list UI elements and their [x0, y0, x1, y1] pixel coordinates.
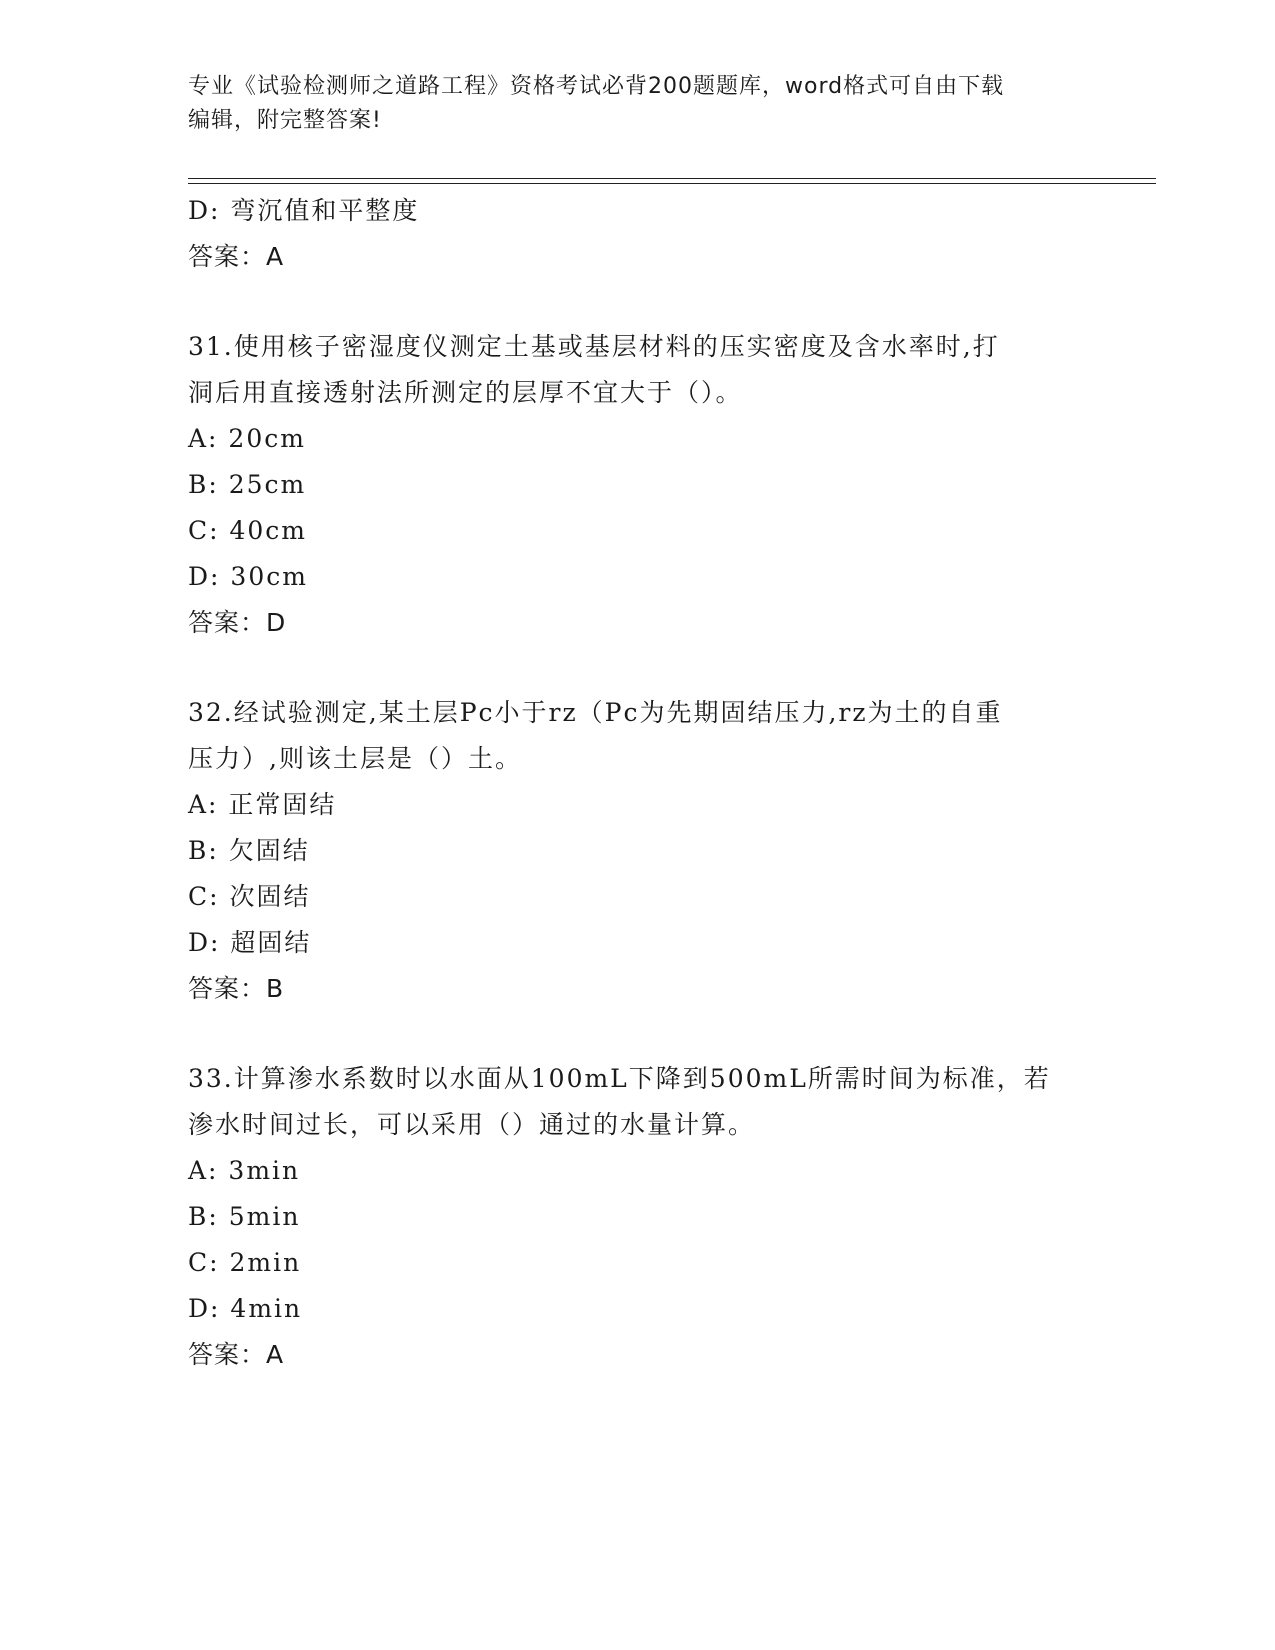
option-b: B: 5min — [188, 1202, 301, 1231]
document-body — [188, 188, 1088, 1378]
question-stem-line-1: 31.使用核子密湿度仪测定土基或基层材料的压实密度及含水率时,打 — [188, 332, 1000, 361]
question-stem-line-2: 洞后用直接透射法所测定的层厚不宜大于（）。 — [188, 378, 743, 407]
question-stem-line-2: 压力）,则该土层是（）土。 — [188, 744, 522, 773]
option-c: C: 40cm — [188, 516, 308, 545]
question-stem-line-2: 渗水时间过长，可以采用（）通过的水量计算。 — [188, 1110, 756, 1139]
header-line-1: 专业《试验检测师之道路工程》资格考试必背200题题库，word格式可自由下载 — [188, 74, 1005, 99]
answer: 答案：A — [188, 242, 285, 271]
option-d: D: 4min — [188, 1294, 303, 1323]
question-stem-line-1: 32.经试验测定,某土层Pc小于rz（Pc为先期固结压力,rz为土的自重 — [188, 698, 1003, 727]
question-32 — [188, 690, 1088, 1012]
page-header — [188, 70, 1088, 138]
answer: 答案：B — [188, 974, 285, 1003]
answer: 答案：D — [188, 608, 287, 637]
answer: 答案：A — [188, 1340, 285, 1369]
question-33 — [188, 1056, 1088, 1378]
header-divider — [188, 178, 1156, 179]
option-b: B: 25cm — [188, 470, 307, 499]
previous-question-tail — [188, 188, 1088, 280]
option-d: D: 超固结 — [188, 928, 312, 957]
header-line-2: 编辑，附完整答案! — [188, 108, 382, 133]
option-d: D: 弯沉值和平整度 — [188, 196, 420, 225]
option-b: B: 欠固结 — [188, 836, 310, 865]
question-31 — [188, 324, 1088, 646]
option-c: C: 次固结 — [188, 882, 311, 911]
option-a: A: 正常固结 — [188, 790, 337, 819]
option-d: D: 30cm — [188, 562, 308, 591]
option-c: C: 2min — [188, 1248, 302, 1277]
header-divider-second — [188, 183, 1156, 184]
option-a: A: 20cm — [188, 424, 306, 453]
option-a: A: 3min — [188, 1156, 301, 1185]
question-stem-line-1: 33.计算渗水系数时以水面从100mL下降到500mL所需时间为标准，若 — [188, 1064, 1051, 1093]
